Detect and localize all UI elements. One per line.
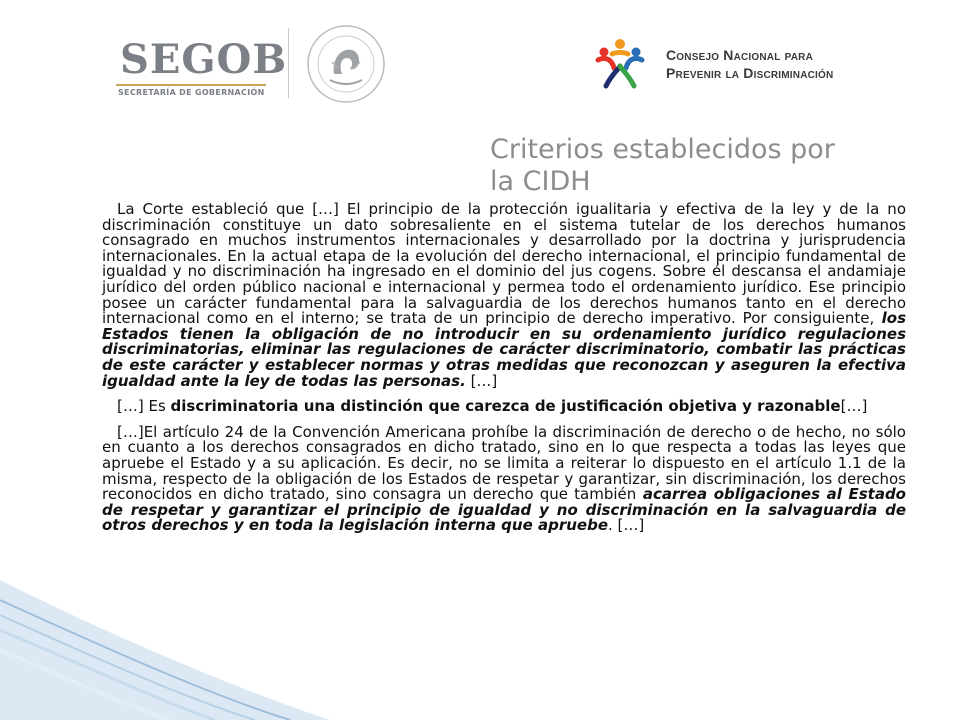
conapred-people-icon — [590, 38, 650, 90]
paragraph-3 — [102, 422, 906, 535]
header — [0, 0, 960, 115]
paragraph-3-tail: . […] — [608, 516, 645, 535]
paragraph-1 — [102, 202, 906, 389]
paragraph-3-emphasis: acarrea obligaciones al Estado de respetar y garantizar el principio de igualdad y no discriminación en la salvaguardia de otros derechos y en toda la legislación interna que apruebe — [102, 485, 906, 535]
segob-gold-line — [116, 84, 266, 86]
mexico-seal-icon — [304, 22, 388, 106]
paragraph-2-emphasis: discriminatoria una distinción que carezca de justificación objetiva y razonable — [170, 397, 841, 416]
paragraph-1-emphasis: los Estados tienen la obligación de no introducir en su ordenamiento jurídico regulaciones discriminatorias, eliminar las regulaciones de carácter discriminatorio, combatir las prácticas de este carácter y establecer normas y otras medidas que reconozcan y aseguren la efectiva igualdad ante la ley de todas las personas. — [102, 309, 906, 390]
slide-title — [490, 134, 910, 198]
paragraph-3-text: […]El artículo 24 de la Convención Americana prohíbe la discriminación de derecho o de hecho, no sólo en cuanto a los derechos consagrados en dicho tratado, sino en lo que respecta a todas las leyes que apruebe el Estado y a su aplicación. Es decir, no se limita a reiterar lo dispuesto en el artículo 1.1 de la misma, respecto de la obligación de los Estados de respetar y garantizar, sin discriminación, los derechos reconocidos en dicho tratado, sino consagra un derecho que también — [102, 422, 906, 504]
segob-subtitle: SECRETARÍA DE GOBERNACIÓN — [118, 88, 265, 97]
title-line-2: la CIDH — [490, 166, 591, 197]
slide-body — [102, 202, 906, 544]
conapred-name — [666, 46, 833, 82]
logo-divider — [288, 28, 289, 98]
conapred-line-2: Prevenir la Discriminación — [666, 65, 834, 81]
paragraph-1-tail: […] — [465, 371, 498, 390]
segob-logo — [112, 22, 412, 107]
conapred-line-1: Consejo Nacional para — [666, 47, 814, 63]
segob-name: SEGOB — [120, 36, 288, 83]
title-line-1: Criterios establecidos por — [490, 134, 835, 165]
conapred-logo — [590, 38, 890, 98]
paragraph-2-tail: […] — [840, 397, 868, 416]
paragraph-2 — [102, 399, 906, 415]
paragraph-2-text: […] Es — [117, 397, 171, 416]
paragraph-1-text: La Corte estableció que […] El principio de la protección igualitaria y efectiva de la ley y de la no discriminación constituye un dato sobresaliente en el sistema tutelar de los derechos humanos consagrado en muchos instrumentos internacionales y desarrollado por la doctrina y jurisprudencia internacionales. En la actual etapa de la evolución del derecho internacional, el principio fundamental de igualdad y no discriminación ha ingresado en el dominio del jus cogens. Sobre él descansa el andamiaje jurídico del orden público nacional e internacional y permea todo el ordenamiento jurídico. Ese principio posee un carácter fundamental para la salvaguardia de los derechos humanos tanto en el derecho internacional como en el interno; se trata de un principio de derecho imperativo. Por consiguiente, — [102, 200, 906, 328]
